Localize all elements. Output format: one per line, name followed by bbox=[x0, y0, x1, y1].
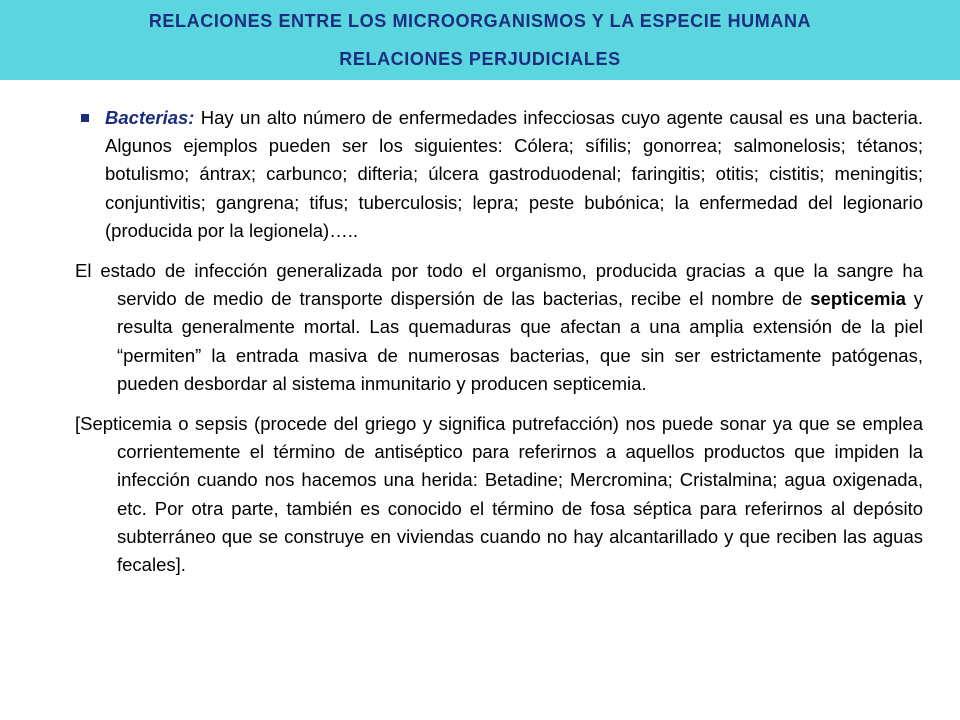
septicemia-term: septicemia bbox=[810, 288, 906, 310]
slide-header bbox=[0, 0, 960, 80]
bullet-term: Bacterias: bbox=[105, 107, 195, 128]
paragraph-sepsis-note: [Septicemia o sepsis (procede del griego y significa putrefacción) nos puede sonar ya que se emplea corrientemente el término de antiséptico para referirnos a aquellos productos que impiden la infección cuando nos hacemos una herida: Betadine; Mercromina; Cristalmina; agua oxigenada, etc. Por otra parte, también es conocido el término de fosa séptica para referirnos al depósito subterráneo que se construye en viviendas cuando no hay alcantarillado y que reciben las aguas fecales]. bbox=[75, 413, 923, 576]
slide-subtitle: RELACIONES PERJUDICIALES bbox=[339, 49, 621, 69]
slide-content bbox=[75, 104, 923, 591]
square-bullet-icon bbox=[81, 114, 89, 122]
paragraph-septicemia-rest: y resulta generalmente mortal. Las quemaduras que afectan a una amplia extensión de la piel “permiten” la entrada masiva de numerosas bacterias, que sin ser estrictamente patógenas, pueden desbordar al sistema inmunitario y producen septicemia. bbox=[117, 288, 923, 394]
bullet-bacterias bbox=[75, 104, 923, 245]
paragraph-septicemia bbox=[75, 257, 923, 398]
paragraph-septicemia-intro: El estado de infección generalizada por todo el organismo, producida gracias a que la sangre ha servido de medio de transporte dispersión de las bacterias, recibe el nombre de bbox=[75, 260, 923, 310]
bullet-text: Hay un alto número de enfermedades infecciosas cuyo agente causal es una bacteria. Algunos ejemplos pueden ser los siguientes: Cólera; sífilis; gonorrea; salmonelosis; tétanos; botulismo; ántrax; carbunco; difteria; úlcera gastroduodenal; faringitis; otitis; cistitis; meningitis; conjuntivitis; gangrena; tifus; tuberculosis; lepra; peste bubónica; la enfermedad del legionario (producida por la legionela)….. bbox=[105, 107, 923, 241]
slide-title: RELACIONES ENTRE LOS MICROORGANISMOS Y LA ESPECIE HUMANA bbox=[148, 11, 812, 31]
